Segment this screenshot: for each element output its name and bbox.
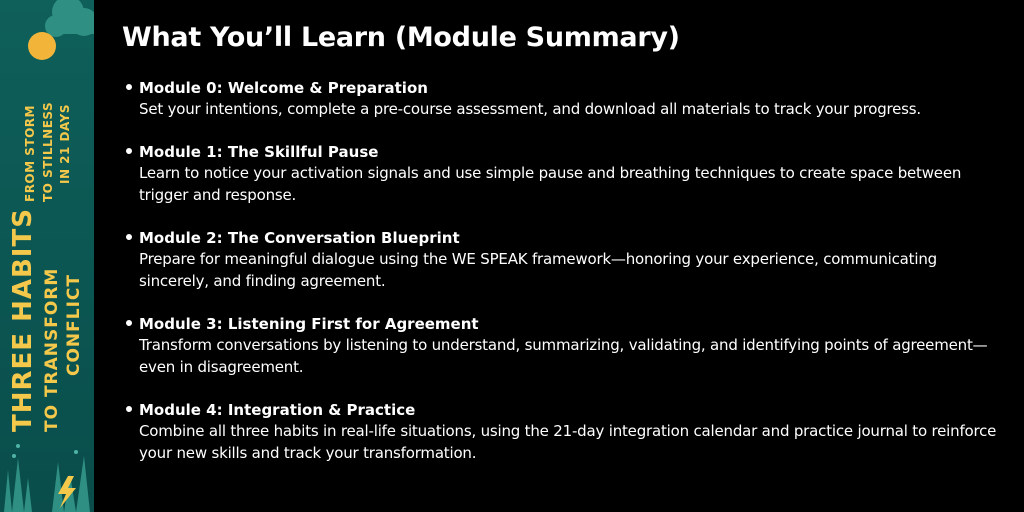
module-title: Module 3: Listening First for Agreement <box>139 315 479 333</box>
module-description: Prepare for meaningful dialogue using the WE SPEAK framework—honoring your experience, communicating sincerely, and finding agreement. <box>139 250 937 290</box>
cover-tagline-line3: IN 21 DAYS <box>58 104 72 184</box>
module-title: Module 0: Welcome & Preparation <box>139 79 428 97</box>
page-title: What You’ll Learn (Module Summary) <box>122 22 680 53</box>
cover-title: THREE HABITS <box>8 208 38 432</box>
module-description: Combine all three habits in real-life situations, using the 21-day integration calendar and practice journal to reinforce your new skills and track your transformation. <box>139 422 997 462</box>
module-description: Learn to notice your activation signals and use simple pause and breathing techniques to create space between trigger and response. <box>139 164 962 204</box>
module-item <box>126 400 1006 464</box>
bullet-icon <box>126 84 132 90</box>
cover-tagline-line1: FROM STORM <box>23 105 37 202</box>
cover-subtitle-line1: TO TRANSFORM <box>42 267 62 432</box>
module-item <box>126 78 1006 120</box>
module-item <box>126 228 1006 292</box>
module-title: Module 4: Integration & Practice <box>139 401 416 419</box>
module-list <box>126 78 1006 464</box>
bullet-icon <box>126 148 132 154</box>
module-title: Module 1: The Skillful Pause <box>139 143 379 161</box>
module-description: Transform conversations by listening to understand, summarizing, validating, and identifying points of agreement—even in disagreement. <box>139 336 988 376</box>
module-description: Set your intentions, complete a pre-course assessment, and download all materials to track your progress. <box>139 100 921 118</box>
module-item <box>126 142 1006 206</box>
bullet-icon <box>126 234 132 240</box>
module-item <box>126 314 1006 378</box>
cover-tagline-line2: TO STILLNESS <box>41 101 55 202</box>
spine-title-block <box>0 0 94 512</box>
module-title: Module 2: The Conversation Blueprint <box>139 229 460 247</box>
bullet-icon <box>126 406 132 412</box>
cover-subtitle-line2: CONFLICT <box>64 274 84 376</box>
book-cover-spine <box>0 0 94 512</box>
bullet-icon <box>126 320 132 326</box>
